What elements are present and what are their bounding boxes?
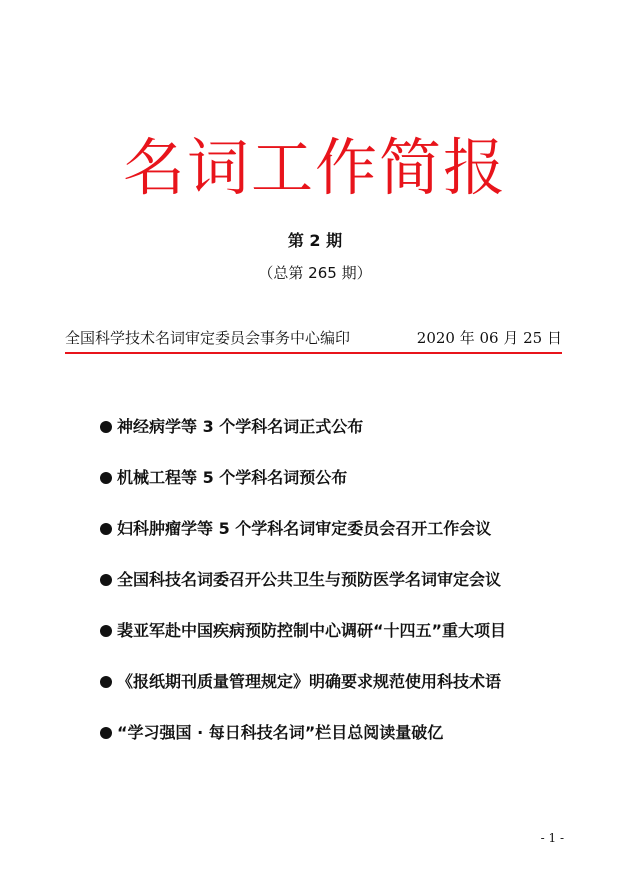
- headline-item: [100, 667, 570, 718]
- bullet-icon: [100, 472, 112, 484]
- bullet-icon: [100, 676, 112, 688]
- bullet-icon: [100, 574, 112, 586]
- bullet-icon: [100, 727, 112, 739]
- publish-date: 2020 年 06 月 25 日: [416, 329, 562, 347]
- editor-line: [65, 326, 562, 350]
- headline-list: [100, 412, 570, 769]
- bullet-icon: [100, 625, 112, 637]
- headline-item: [100, 718, 570, 769]
- headline-item: [100, 616, 570, 667]
- headline-text: 裴亚军赴中国疾病预防控制中心调研“十四五”重大项目: [117, 621, 507, 640]
- bullet-icon: [100, 421, 112, 433]
- headline-text: 神经病学等 3 个学科名词正式公布: [117, 417, 364, 436]
- page-number: - 1 -: [540, 831, 564, 845]
- headline-text: “学习强国 · 每日科技名词”栏目总阅读量破亿: [117, 723, 444, 742]
- masthead-title: 名词工作简报: [122, 131, 507, 204]
- headline-item: [100, 565, 570, 616]
- headline-item: [100, 412, 570, 463]
- headline-text: 妇科肿瘤学等 5 个学科名词审定委员会召开工作会议: [117, 519, 492, 538]
- headline-item: [100, 463, 570, 514]
- headline-item: [100, 514, 570, 565]
- total-issue-number: （总第 265 期）: [258, 264, 372, 282]
- issue-number: 第 2 期: [287, 231, 343, 250]
- red-divider: [65, 352, 562, 354]
- bullet-icon: [100, 523, 112, 535]
- headline-text: 机械工程等 5 个学科名词预公布: [117, 468, 348, 487]
- editor-name: 全国科学技术名词审定委员会事务中心编印: [65, 329, 351, 347]
- headline-text: 《报纸期刊质量管理规定》明确要求规范使用科技术语: [117, 672, 502, 691]
- headline-text: 全国科技名词委召开公共卫生与预防医学名词审定会议: [117, 570, 502, 589]
